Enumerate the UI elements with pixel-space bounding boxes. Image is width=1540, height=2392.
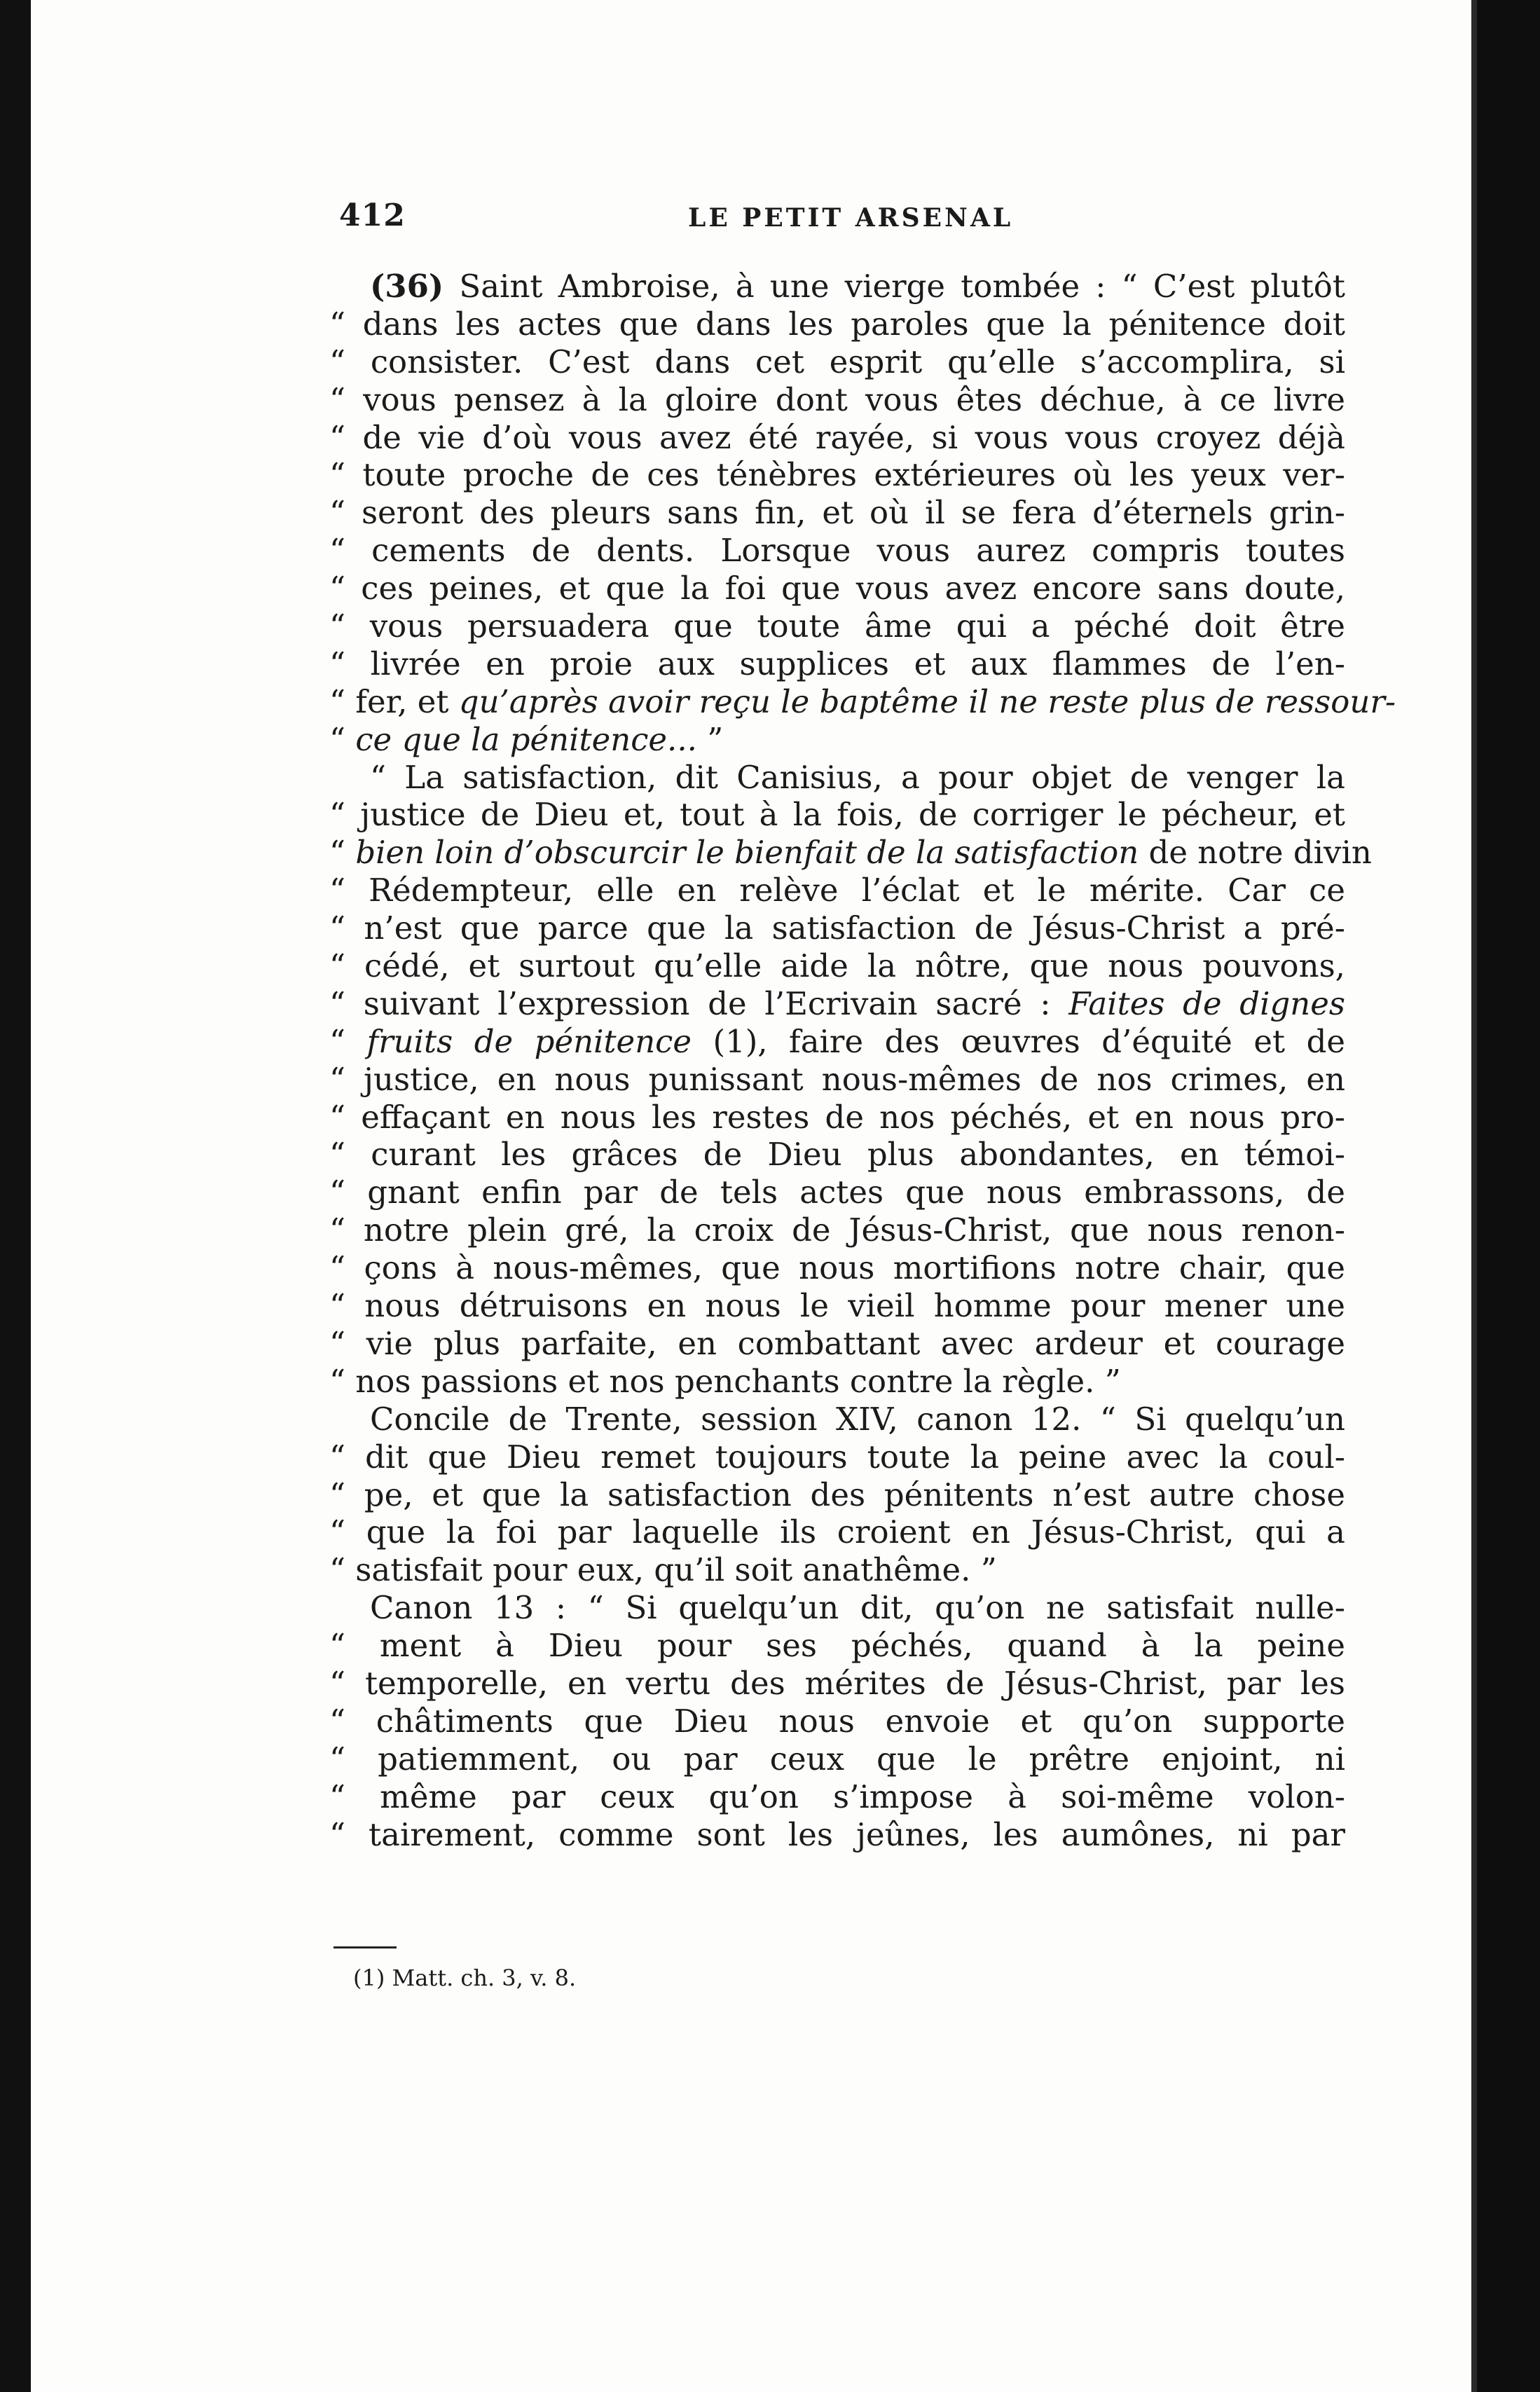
text-line: “ consister. C’est dans cet esprit qu’elle s’accomplira, si (329, 343, 1345, 380)
text-line: “ cements de dents. Lorsque vous aurez compris toutes (329, 532, 1345, 570)
text-line: “ patiemment, ou par ceux que le prêtre enjoint, ni (329, 1740, 1345, 1778)
text-line: “ suivant l’expression de l’Ecrivain sacré : Faites de dignes (329, 984, 1346, 1022)
text-line: “ temporelle, en vertu des mérites de Jésus-Christ, par les (329, 1664, 1345, 1702)
text-line: “ dans les actes que dans les paroles que la pénitence doit (329, 305, 1345, 343)
text-line: (36) Saint Ambroise, à une vierge tombée : “ C’est plutôt (370, 268, 1345, 305)
text-line: Canon 13 : “ Si quelqu’un dit, qu’on ne satisfait nulle- (370, 1589, 1345, 1627)
text-line: “ vous pensez à la gloire dont vous êtes déchue, à ce livre (329, 380, 1345, 418)
note-marker: (36) (370, 268, 444, 305)
text-line: “ satisfait pour eux, qu’il soit anathême. ” (329, 1551, 997, 1589)
text-line: “ notre plein gré, la croix de Jésus-Christ, que nous renon- (329, 1211, 1345, 1249)
text-line: “ cédé, et surtout qu’elle aide la nôtre, que nous pouvons, (329, 947, 1345, 985)
text-line: “ même par ceux qu’on s’impose à soi-même volon- (329, 1778, 1345, 1815)
text-line: “ gnant enfin par de tels actes que nous embrassons, de (329, 1174, 1345, 1211)
text-line: “ ce que la pénitence... ” (329, 720, 724, 758)
text-line: “ effaçant en nous les restes de nos péchés, et en nous pro- (329, 1098, 1345, 1136)
text-line: “ justice, en nous punissant nous-mêmes de nos crimes, en (329, 1060, 1345, 1098)
text-line: “ vie plus parfaite, en combattant avec ardeur et courage (329, 1324, 1345, 1362)
text-line: “ nos passions et nos penchants contre la règle. ” (329, 1362, 1121, 1400)
page-header (339, 198, 1342, 247)
text-line: “ que la foi par laquelle ils croient en Jésus-Christ, qui a (329, 1513, 1345, 1551)
scan-edge-right (1477, 0, 1540, 2392)
text-line: “ ces peines, et que la foi que vous avez encore sans doute, (329, 570, 1345, 607)
text-line: “ justice de Dieu et, tout à la fois, de corriger le pécheur, et (329, 796, 1345, 834)
page-number: 412 (339, 198, 406, 233)
text-line: “ livrée en proie aux supplices et aux flammes de l’en- (329, 645, 1345, 682)
text-line: “ La satisfaction, dit Canisius, a pour objet de venger la (370, 758, 1345, 796)
text-line: “ tairement, comme sont les jeûnes, les aumônes, ni par (329, 1815, 1345, 1853)
text-line: “ Rédempteur, elle en relève l’éclat et le mérite. Car ce (329, 872, 1345, 909)
text-line: “ ment à Dieu pour ses péchés, quand à la peine (329, 1627, 1345, 1665)
text-line: “ çons à nous-mêmes, que nous mortifions notre chair, que (329, 1249, 1345, 1287)
footnote-rule (334, 1946, 397, 1948)
text-line: “ pe, et que la satisfaction des pénitents n’est autre chose (329, 1476, 1345, 1513)
text-line: “ fruits de pénitence (1), faire des œuvres d’équité et de (329, 1022, 1346, 1060)
text-line: “ nous détruisons en nous le vieil homme pour mener une (329, 1287, 1345, 1325)
text-line: “ dit que Dieu remet toujours toute la peine avec la coul- (329, 1438, 1345, 1476)
text-line: “ seront des pleurs sans fin, et où il se fera d’éternels grin- (329, 494, 1345, 532)
text-line: “ toute proche de ces ténèbres extérieures où les yeux ver- (329, 456, 1345, 494)
text-line: Concile de Trente, session XIV, canon 12. “ Si quelqu’un (370, 1400, 1345, 1438)
page-body (329, 268, 1396, 1853)
text-line: “ bien loin d’obscurcir le bienfait de la satisfaction de notre divin (329, 834, 1372, 872)
text-line: “ n’est que parce que la satisfaction de Jésus-Christ a pré- (329, 909, 1345, 947)
text-line: “ curant les grâces de Dieu plus abondantes, en témoi- (329, 1136, 1345, 1174)
text-line: “ fer, et qu’après avoir reçu le baptême il ne reste plus de ressour- (329, 682, 1396, 720)
scan-edge-left (0, 0, 31, 2392)
text-line: “ de vie d’où vous avez été rayée, si vous vous croyez déjà (329, 418, 1345, 456)
running-title: LE PETIT ARSENAL (688, 203, 1014, 233)
text-line: “ châtiments que Dieu nous envoie et qu’on supporte (329, 1702, 1345, 1740)
text-line: “ vous persuadera que toute âme qui a péché doit être (329, 607, 1345, 645)
footnote: (1) Matt. ch. 3, v. 8. (353, 1965, 577, 1991)
